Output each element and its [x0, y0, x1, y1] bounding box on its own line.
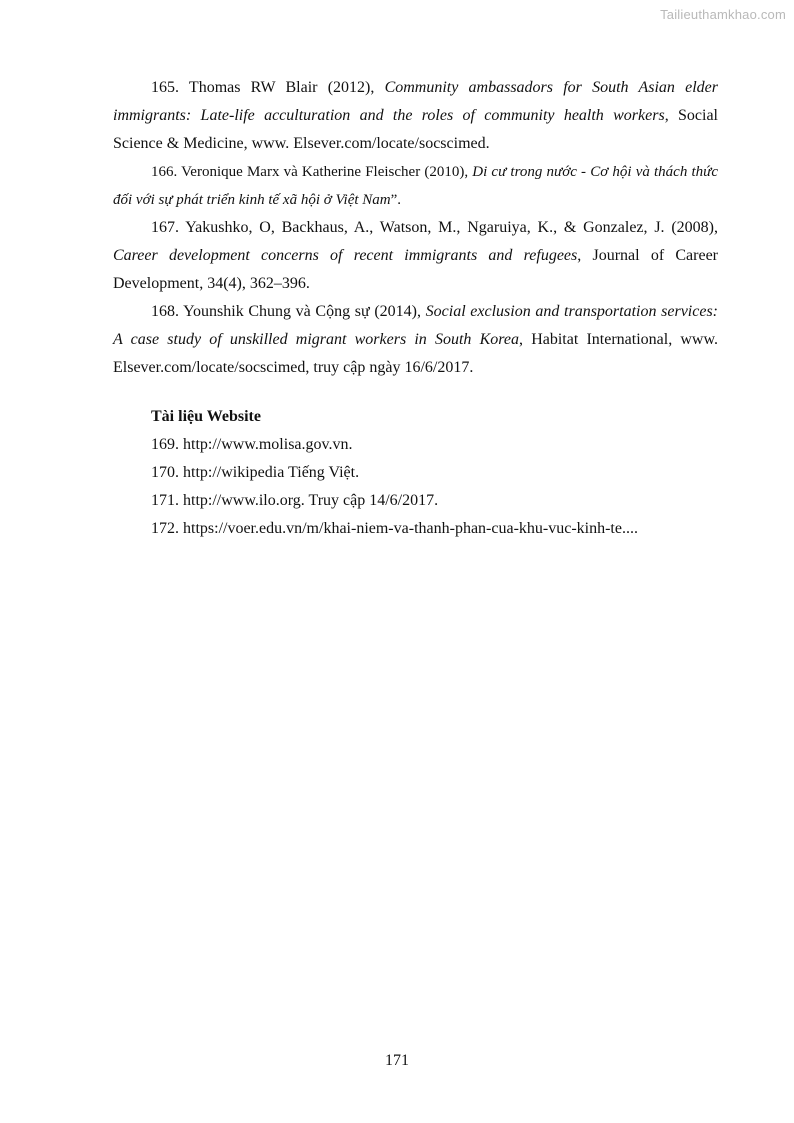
ref-suffix: ”.: [390, 192, 402, 208]
ref-prefix: 166. Veronique Marx và Katherine Fleischer (2010),: [151, 164, 473, 180]
ref-prefix: 165. Thomas RW Blair (2012),: [151, 79, 385, 96]
website-ref-171: 171. http://www.ilo.org. Truy cập 14/6/2017.: [151, 492, 439, 509]
ref-suffix: , Journal of Career Development, 34(4), 362–396.: [113, 247, 719, 292]
website-section-heading: Tài liệu Website: [151, 408, 261, 425]
reference-166: [113, 158, 718, 214]
ref-title: Di cư trong nước - Cơ hội và thách thức đối với sự phát triển kinh tế xã hội ở Việt Nam: [113, 164, 719, 208]
ref-title: Social exclusion and transportation services: A case study of unskilled migrant workers in South Korea: [113, 303, 719, 348]
website-ref-169: 169. http://www.molisa.gov.vn.: [151, 436, 353, 453]
ref-suffix: , Habitat International, www. Elsever.com/locate/socscimed, truy cập ngày 16/6/2017.: [113, 331, 719, 376]
ref-title: Community ambassadors for South Asian elder immigrants: Late-life acculturation and the roles of community health workers: [113, 79, 718, 124]
reference-165: [113, 74, 718, 158]
ref-prefix: 167. Yakushko, O, Backhaus, A., Watson, M., Ngaruiya, K., & Gonzalez, J. (2008),: [151, 219, 718, 236]
reference-list: [113, 74, 718, 543]
ref-title: Career development concerns of recent immigrants and refugees: [113, 247, 578, 264]
watermark: Tailieuthamkhao.com: [660, 7, 786, 22]
website-ref-170: 170. http://wikipedia Tiếng Việt.: [151, 464, 360, 481]
reference-168: [113, 298, 718, 382]
ref-prefix: 168. Younshik Chung và Cộng sự (2014),: [151, 303, 426, 320]
website-ref-172: 172. https://voer.edu.vn/m/khai-niem-va-thanh-phan-cua-khu-vuc-kinh-te....: [151, 520, 638, 537]
page-number: 171: [385, 1052, 409, 1069]
ref-suffix: , Social Science & Medicine, www. Elsever.com/locate/socscimed.: [113, 107, 718, 152]
reference-167: [113, 214, 718, 298]
